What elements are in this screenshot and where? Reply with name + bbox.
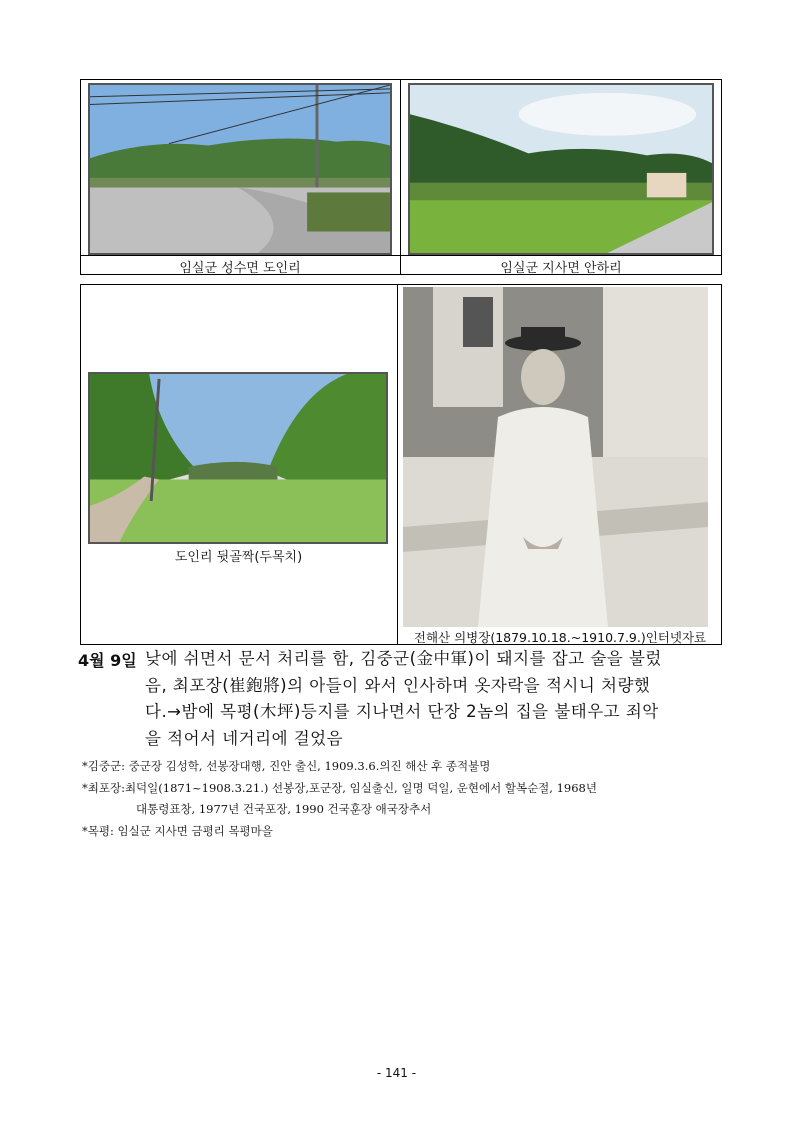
photo-dumokchi-valley: [88, 372, 388, 544]
top-table-caption-line: [80, 255, 722, 256]
note-mokpyeong: *목평: 임실군 지사면 금평리 목평마을: [82, 824, 273, 838]
entry-line-2: 음, 최포장(崔鉋將)의 아들이 와서 인사하며 옷자락을 적시니 처량했: [145, 675, 651, 695]
entry-line-1: 낮에 쉬면서 문서 처리를 함, 김중군(金中軍)이 돼지를 잡고 술을 불렀: [145, 649, 662, 668]
note-choe-pojang: *최포장:최덕일(1871~1908.3.21.) 선봉장,포군장, 임실출신, 일명 덕일, 운현에서 할복순절, 1968년: [82, 781, 597, 795]
photo-caption-bottom-left: 도인리 뒷골짝(두목치): [174, 550, 303, 565]
photo-caption-top-left: 임실군 성수면 도인리: [179, 261, 301, 276]
entry-line-4: 을 적어서 네거리에 걸었음: [145, 728, 344, 748]
photo-caption-top-right: 임실군 지사면 안하리: [500, 261, 622, 276]
page-number: - 141 -: [376, 1066, 417, 1080]
entry-date: 4월 9일: [78, 651, 137, 670]
photo-caption-bottom-right: 전해산 의병장(1879.10.18.~1910.7.9.)인터넷자료: [413, 630, 707, 645]
entry-line-3: 다.→밤에 목평(木坪)등지를 지나면서 단장 2놈의 집을 불태우고 죄악: [145, 702, 659, 721]
photo-anha-ri-field: [408, 83, 714, 255]
note-choe-pojang-cont: 대통령표창, 1977년 건국포장, 1990 건국훈장 애국장추서: [136, 802, 432, 816]
note-kim-junggun: *김중군: 중군장 김성학, 선봉장대행, 진안 출신, 1909.3.6.의진 해산 후 종적불명: [82, 759, 491, 773]
photo-doin-ri-road: [88, 83, 392, 255]
top-table-divider: [400, 79, 401, 275]
bottom-table-divider: [397, 284, 398, 645]
photo-jeon-haesan-portrait: [403, 287, 708, 627]
entry-body: [145, 646, 725, 752]
